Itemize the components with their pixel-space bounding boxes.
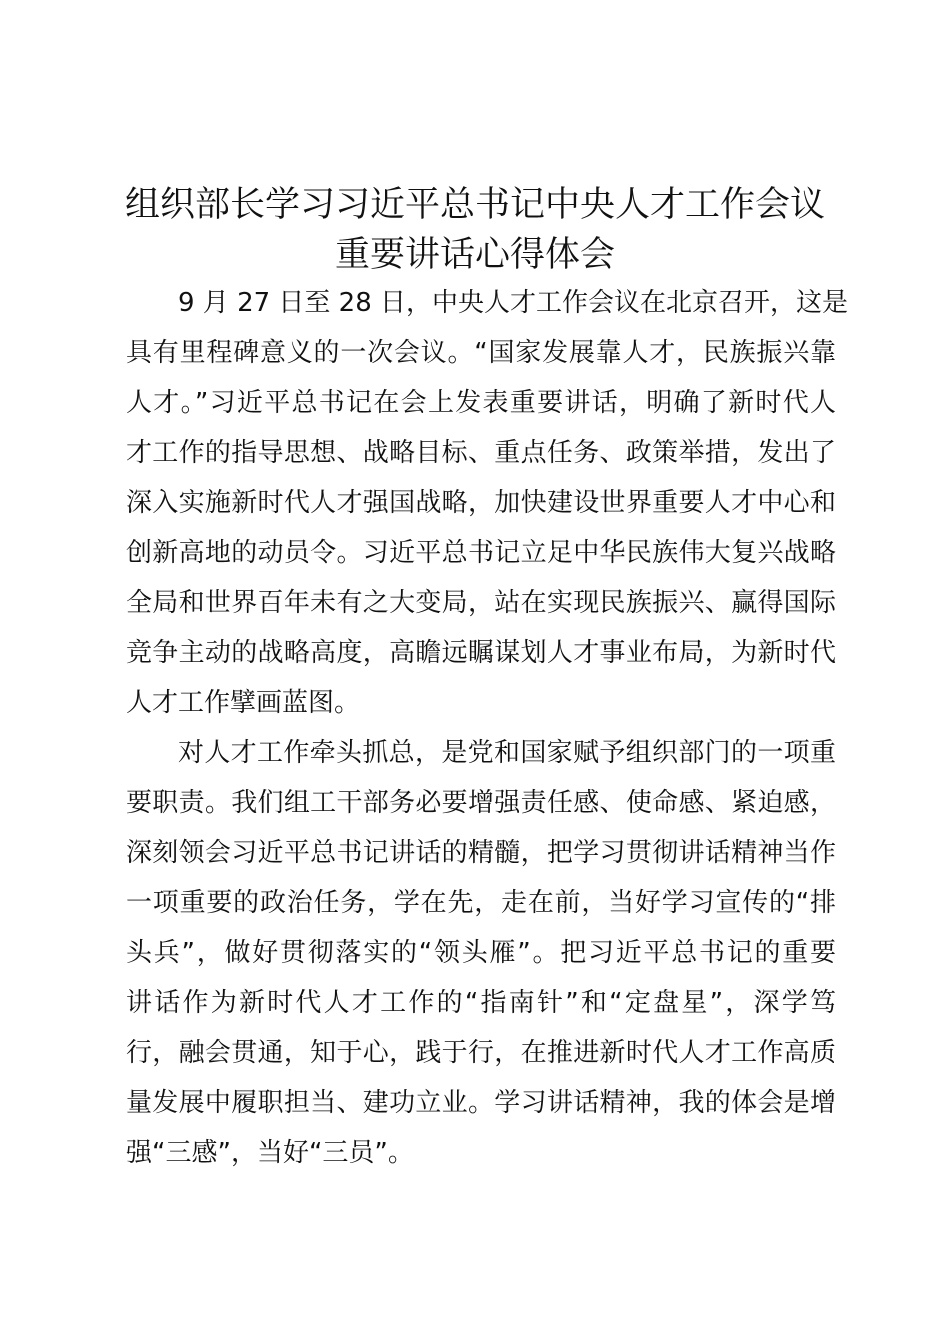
paragraph-line: 强“三感”，当好“三员”。 [126,1138,414,1168]
paragraph-line: 竞争主动的战略高度，高瞻远瞩谋划人才事业布局，为新时代 [126,638,836,668]
paragraph-line: 量发展中履职担当、建功立业。学习讲话精神，我的体会是增 [126,1088,836,1118]
paragraph-line: 创新高地的动员令。习近平总书记立足中华民族伟大复兴战略 [126,538,836,568]
paragraph-line: 讲话作为新时代人才工作的“指南针”和“定盘星”，深学笃 [126,988,836,1018]
paragraph-line: 9 月 27 日至 28 日，中央人才工作会议在北京召开，这是 [178,288,849,318]
document-title-line-2: 重要讲话心得体会 [334,235,615,275]
paragraph-line: 一项重要的政治任务，学在先，走在前，当好学习宣传的“排 [126,888,836,918]
paragraph-line: 全局和世界百年未有之大变局，站在实现民族振兴、赢得国际 [126,588,836,618]
paragraph-line: 深刻领会习近平总书记讲话的精髓，把学习贯彻讲话精神当作 [126,838,836,868]
paragraph-line: 要职责。我们组工干部务必要增强责任感、使命感、紧迫感， [126,788,836,818]
paragraph-line: 行，融会贯通，知于心，践于行，在推进新时代人才工作高质 [126,1038,836,1068]
paragraph-line: 对人才工作牵头抓总，是党和国家赋予组织部门的一项重 [178,738,836,768]
paragraph-line: 具有里程碑意义的一次会议。“国家发展靠人才，民族振兴靠 [126,338,836,368]
paragraph-line: 人才。”习近平总书记在会上发表重要讲话，明确了新时代人 [126,388,836,418]
paragraph-line: 头兵”，做好贯彻落实的“领头雁”。把习近平总书记的重要 [126,938,836,968]
paragraph-line: 人才工作擘画蓝图。 [126,688,361,718]
paragraph-line: 深入实施新时代人才强国战略，加快建设世界重要人才中心和 [126,488,836,518]
document-title-line-1: 组织部长学习习近平总书记中央人才工作会议 [124,185,825,225]
paragraph-line: 才工作的指导思想、战略目标、重点任务、政策举措，发出了 [126,438,836,468]
